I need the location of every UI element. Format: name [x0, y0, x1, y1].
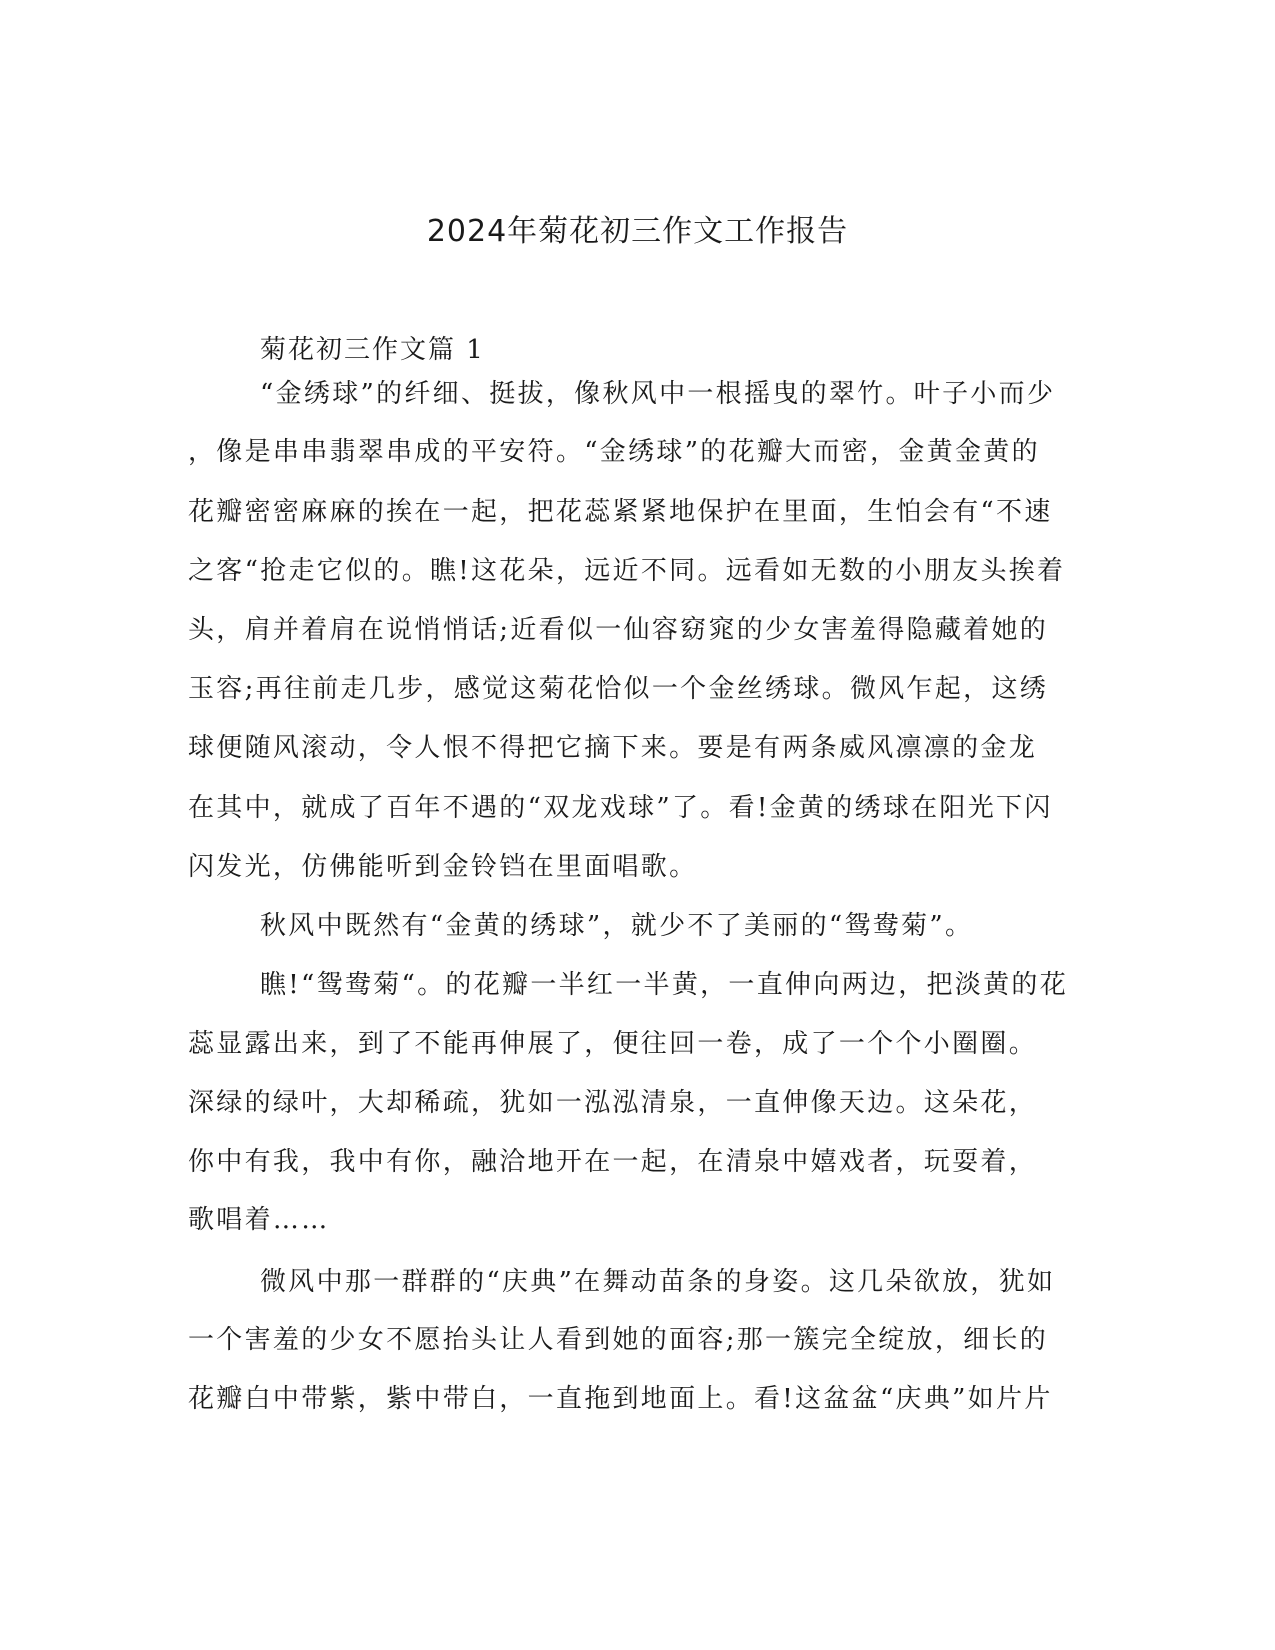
paragraph-line: 歌唱着……: [188, 1205, 330, 1235]
paragraph-line: 你中有我，我中有你，融洽地开在一起，在清泉中嬉戏者，玩耍着，: [188, 1147, 1038, 1177]
paragraph-line: ，像是串串翡翠串成的平安符。“金绣球”的花瓣大而密，金黄金黄的: [188, 437, 1040, 467]
paragraph-line: 头，肩并着肩在说悄悄话;近看似一仙容窈窕的少女害羞得隐藏着她的: [188, 615, 1049, 645]
paragraph-line: 球便随风滚动，令人恨不得把它摘下来。要是有两条威风凛凛的金龙: [188, 733, 1038, 763]
paragraph-line: 花瓣密密麻麻的挨在一起，把花蕊紧紧地保护在里面，生怕会有“不速: [188, 497, 1053, 527]
paragraph-line: 一个害羞的少女不愿抬头让人看到她的面容;那一簇完全绽放，细长的: [188, 1325, 1049, 1355]
paragraph-line: 在其中，就成了百年不遇的“双龙戏球”了。看!金黄的绣球在阳光下闪: [188, 793, 1053, 823]
paragraph-line: 蕊显露出来，到了不能再伸展了，便往回一卷，成了一个个小圈圈。: [188, 1029, 1038, 1059]
paragraph-line: 瞧!“鸳鸯菊“。的花瓣一半红一半黄，一直伸向两边，把淡黄的花: [260, 970, 1069, 1000]
paragraph-line: 花瓣白中带紫，紫中带白，一直拖到地面上。看!这盆盆“庆典”如片片: [188, 1384, 1053, 1414]
paragraph-line: 秋风中既然有“金黄的绣球”，就少不了美丽的“鸳鸯菊”。: [260, 911, 974, 941]
document-title: 2024年菊花初三作文工作报告: [426, 214, 849, 249]
section-heading: 菊花初三作文篇 1: [260, 335, 485, 365]
paragraph-line: 之客“抢走它似的。瞧!这花朵，远近不同。远看如无数的小朋友头挨着: [188, 556, 1066, 586]
paragraph-line: 微风中那一群群的“庆典”在舞动苗条的身姿。这几朵欲放，犹如: [260, 1267, 1056, 1297]
paragraph-line: “金绣球”的纤细、挺拔，像秋风中一根摇曳的翠竹。叶子小而少: [260, 379, 1056, 409]
paragraph-line: 闪发光，仿佛能听到金铃铛在里面唱歌。: [188, 852, 698, 882]
paragraph-line: 深绿的绿叶，大却稀疏，犹如一泓泓清泉，一直伸像天边。这朵花，: [188, 1088, 1038, 1118]
paragraph-line: 玉容;再往前走几步，感觉这菊花恰似一个金丝绣球。微风乍起，这绣: [188, 674, 1049, 704]
